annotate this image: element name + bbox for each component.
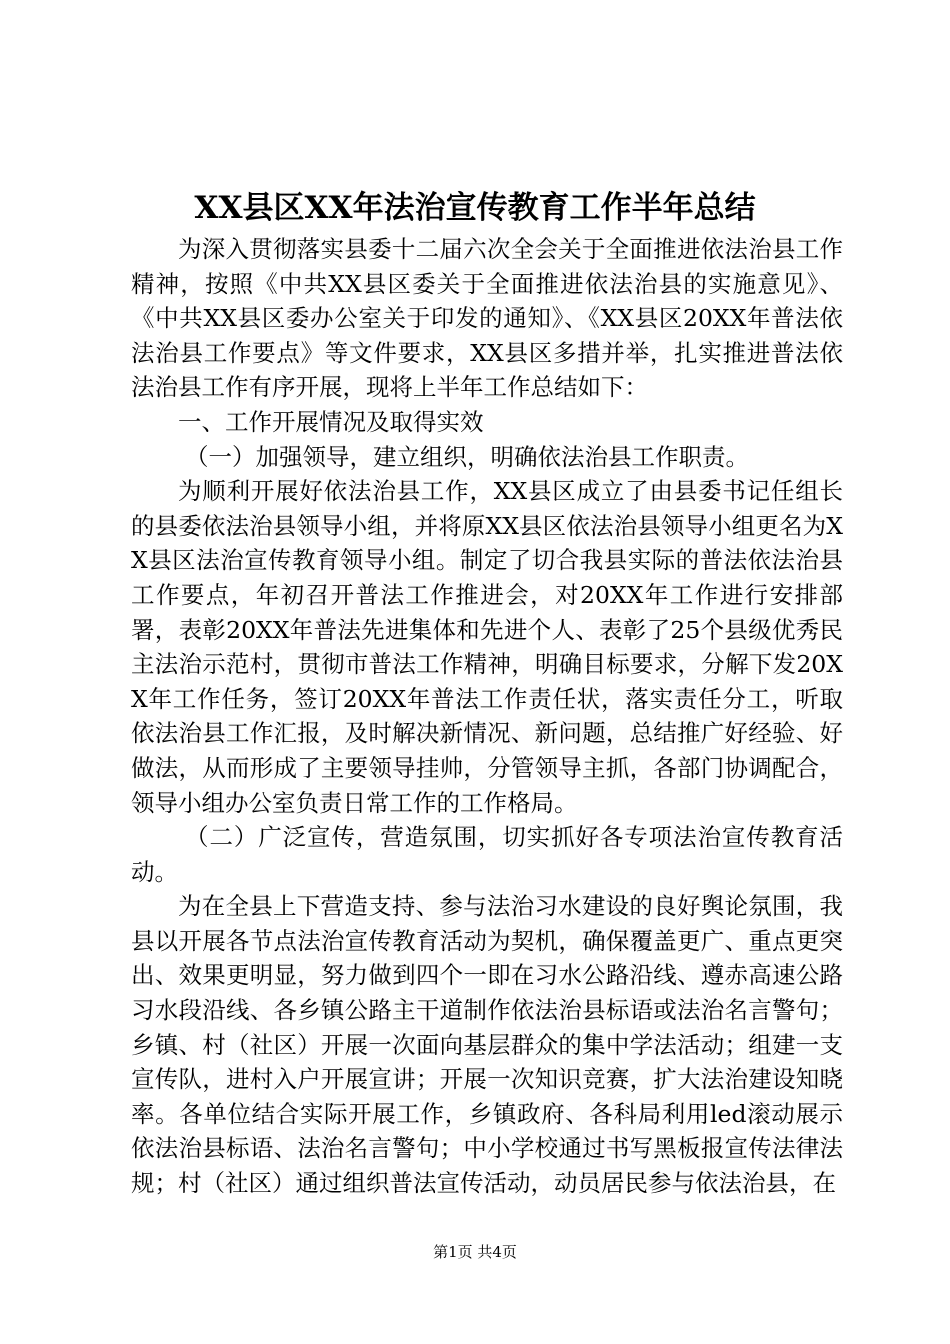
document-title: XX县区XX年法治宣传教育工作半年总结: [194, 190, 756, 226]
subsection-heading-1: （一）加强领导，建立组织，明确依法治县工作职责。: [185, 442, 750, 471]
subsection-heading-2: （二）广泛宣传，营造氛围，切实抓好各专项法治宣传教育活动。: [131, 823, 843, 886]
paragraph-publicity: 为在全县上下营造支持、参与法治习水建设的良好舆论氛围，我县以开展各节点法治宣传教育活动为契机，确保覆盖更广、重点更突出、效果更明显，努力做到四个一即在习水公路沿线、遵赤高速公路习水段沿线、各乡镇公路主干道制作依法治县标语或法治名言警句；乡镇、村（社区）开展一次面向基层群众的集中学法活动；组建一支宣传队，进村入户开展宣讲；开展一次知识竞赛，扩大法治建设知晓率。各单位结合实际开展工作，乡镇政府、各科局利用led滚动展示依法治县标语、法治名言警句；中小学校通过书写黑板报宣传法律法规；村（社区）通过组织普法宣传活动，动员居民参与依法治县，在: [131, 892, 843, 1198]
page-footer: 第1页 共4页: [433, 1243, 517, 1261]
paragraph-leadership: 为顺利开展好依法治县工作，XX县区成立了由县委书记任组长的县委依法治县领导小组，并将原XX县区依法治县领导小组更名为XX县区法治宣传教育领导小组。制定了切合我县实际的普法依法治县工作要点，年初召开普法工作推进会，对20XX年工作进行安排部署，表彰20XX年普法先进集体和先进个人、表彰了25个县级优秀民主法治示范村，贯彻市普法工作精神，明确目标要求，分解下发20XX年工作任务，签订20XX年普法工作责任状，落实责任分工，听取依法治县工作汇报，及时解决新情况、新问题，总结推广好经验、好做法，从而形成了主要领导挂帅，分管领导主抓，各部门协调配合，领导小组办公室负责日常工作的工作格局。: [131, 477, 843, 817]
document-body: [131, 232, 843, 1201]
paragraph-intro: 为深入贯彻落实县委十二届六次全会关于全面推进依法治县工作精神，按照《中共XX县区委关于全面推进依法治县的实施意见》、《中共XX县区委办公室关于印发的通知》、《XX县区20XX年普法依法治县工作要点》等文件要求，XX县区多措并举，扎实推进普法依法治县工作有序开展，现将上半年工作总结如下：: [131, 235, 843, 402]
section-heading-1: 一、工作开展情况及取得实效: [178, 407, 484, 436]
